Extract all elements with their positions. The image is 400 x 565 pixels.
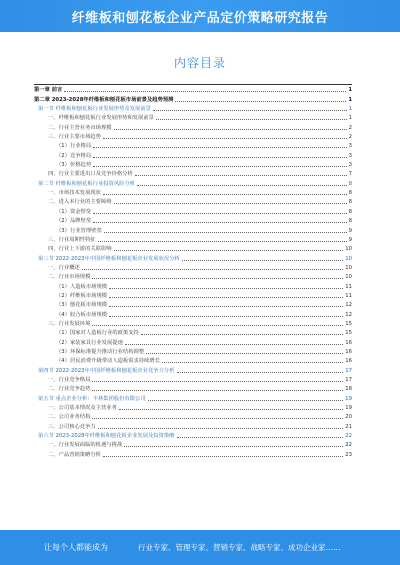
toc-dot-leader xyxy=(98,241,347,242)
toc-dot-leader xyxy=(103,138,347,139)
toc-entry-label: （2）家装家具行业发展提速 xyxy=(56,339,123,346)
toc-entry[interactable] xyxy=(34,439,352,448)
toc-entry[interactable] xyxy=(34,84,352,93)
toc-entry-label: 二、进入本行业的主要障碍 xyxy=(48,199,112,206)
toc-entry-page: 2 xyxy=(348,124,352,131)
toc-entry-label: 一、纤维板和刨花板行业发展形势和发展前景 xyxy=(48,115,154,122)
toc-entry[interactable] xyxy=(34,336,352,345)
toc-entry[interactable] xyxy=(34,187,352,196)
toc-entry-label: 二、产品营销策略分析 xyxy=(48,451,101,458)
toc-entry[interactable] xyxy=(34,224,352,233)
toc-entry-page: 8 xyxy=(348,199,352,206)
toc-entry-page: 11 xyxy=(345,292,352,299)
toc-entry-label: 一、公司基本情况及主营业务 xyxy=(48,405,117,412)
table-of-contents xyxy=(34,84,352,458)
toc-entry-page: 7 xyxy=(348,171,352,178)
toc-dot-leader xyxy=(92,390,343,391)
toc-entry-page: 15 xyxy=(345,330,352,337)
toc-dot-leader xyxy=(109,297,343,298)
footer-slogan-right: 行业专家、管理专家、营销专家、战略专家、成功企业家…… xyxy=(138,543,341,552)
toc-entry-page: 15 xyxy=(345,320,352,327)
toc-dot-leader xyxy=(93,157,346,158)
footer-banner xyxy=(0,530,400,565)
toc-entry-label: （1）国家对人造板行业的政策支持 xyxy=(56,330,139,337)
toc-dot-leader xyxy=(182,260,343,261)
toc-entry-page: 10 xyxy=(345,274,352,281)
toc-dot-leader xyxy=(153,110,347,111)
toc-dot-leader xyxy=(93,147,346,148)
toc-dot-leader xyxy=(93,222,346,223)
toc-dot-leader xyxy=(125,344,343,345)
toc-entry[interactable] xyxy=(34,215,352,224)
toc-dot-leader xyxy=(109,306,343,307)
toc-dot-leader xyxy=(98,428,344,429)
toc-dot-leader xyxy=(148,400,344,401)
toc-entry[interactable] xyxy=(34,140,352,149)
toc-entry-label: 三、行业周期性特征 xyxy=(48,236,96,243)
toc-entry-page: 2 xyxy=(348,134,352,141)
toc-entry[interactable] xyxy=(34,448,352,457)
toc-dot-leader xyxy=(137,185,347,186)
toc-entry-label: （3）刨花板市场规模 xyxy=(56,302,108,309)
toc-dot-leader xyxy=(114,129,347,130)
toc-entry-page: 16 xyxy=(345,339,352,346)
toc-entry[interactable] xyxy=(34,308,352,317)
toc-entry[interactable] xyxy=(34,149,352,158)
toc-dot-leader xyxy=(92,325,343,326)
toc-entry-page: 19 xyxy=(345,395,352,402)
toc-entry[interactable] xyxy=(34,112,352,121)
toc-dot-leader xyxy=(135,175,347,176)
toc-entry[interactable] xyxy=(34,121,352,130)
toc-entry-page: 9 xyxy=(348,227,352,234)
toc-entry-label: （2）纤维板市场规模 xyxy=(56,292,108,299)
toc-entry[interactable] xyxy=(34,327,352,336)
toc-dot-leader xyxy=(156,119,347,120)
toc-entry[interactable] xyxy=(34,93,352,102)
toc-entry-label: 第二节 纤维板和刨花板行业投资风险分析 xyxy=(38,180,136,187)
toc-entry[interactable] xyxy=(34,402,352,411)
toc-heading: 内容目录 xyxy=(173,56,226,70)
toc-entry[interactable] xyxy=(34,168,352,177)
toc-entry-page: 19 xyxy=(345,405,352,412)
toc-dot-leader xyxy=(124,446,343,447)
toc-entry[interactable] xyxy=(34,430,352,439)
toc-entry[interactable] xyxy=(34,411,352,420)
toc-entry-label: 第一节 纤维板和刨花板行业发展形势及发展前景 xyxy=(38,106,151,113)
toc-dot-leader xyxy=(93,166,346,167)
toc-entry-label: 一、行业发展面临的机遇与挑战 xyxy=(48,442,123,449)
toc-dot-leader xyxy=(162,362,343,363)
toc-entry-page: 11 xyxy=(345,283,352,290)
toc-entry-label: （4）居民消费升级带动人造板需求持续增长 xyxy=(56,358,161,365)
toc-dot-leader xyxy=(146,353,343,354)
toc-dot-leader xyxy=(175,101,346,102)
toc-entry[interactable] xyxy=(34,205,352,214)
toc-entry-page: 1 xyxy=(348,106,352,113)
toc-entry[interactable] xyxy=(34,420,352,429)
toc-entry-label: 第四节 2022-2023年中国纤维板和刨花板企业竞争力分析 xyxy=(38,367,175,374)
toc-entry-label: 二、行业市场规模 xyxy=(48,274,91,281)
toc-dot-leader xyxy=(92,278,343,279)
toc-dot-leader xyxy=(119,409,343,410)
toc-entry-page: 8 xyxy=(348,208,352,215)
toc-entry[interactable] xyxy=(34,299,352,308)
toc-entry[interactable] xyxy=(34,159,352,168)
toc-entry-page: 12 xyxy=(345,302,352,309)
toc-dot-leader xyxy=(103,194,347,195)
toc-dot-leader xyxy=(109,288,343,289)
toc-entry[interactable] xyxy=(34,271,352,280)
toc-entry-label: 一、行业竞争格局 xyxy=(48,377,91,383)
toc-entry[interactable] xyxy=(34,103,352,112)
toc-entry[interactable] xyxy=(34,383,352,392)
toc-dot-leader xyxy=(109,316,343,317)
toc-entry-page: 22 xyxy=(345,433,352,440)
toc-entry[interactable] xyxy=(34,374,352,383)
toc-entry-label: （1）人造板市场规模 xyxy=(56,283,108,290)
toc-entry-page: 1 xyxy=(348,87,352,94)
toc-entry-page: 23 xyxy=(345,451,352,458)
toc-dot-leader xyxy=(177,372,344,373)
toc-dot-leader xyxy=(92,381,343,382)
toc-entry-label: 第三节 2022-2023年中国纤维板和刨花板企业发展状况分析 xyxy=(38,255,180,262)
toc-entry-label: （2）品牌壁垒 xyxy=(56,218,92,225)
toc-entry-label: （3）环保标准提升推动行业结构调整 xyxy=(56,348,145,355)
toc-entry-label: 三、行业发展环境 xyxy=(48,320,91,327)
toc-entry-label: 二、公司业务结构 xyxy=(48,414,91,421)
toc-entry-label: （1）行业格局 xyxy=(56,143,92,150)
toc-entry[interactable] xyxy=(34,243,352,252)
toc-entry-page: 8 xyxy=(348,180,352,187)
toc-entry-label: （3）行业管理壁垒 xyxy=(56,227,102,234)
toc-entry[interactable] xyxy=(34,318,352,327)
toc-dot-leader xyxy=(114,250,344,251)
toc-entry[interactable] xyxy=(34,177,352,186)
toc-dot-leader xyxy=(141,334,343,335)
toc-entry-label: 一、行业概述 xyxy=(48,264,80,271)
toc-entry-page: 17 xyxy=(345,367,352,374)
toc-dot-leader xyxy=(64,91,346,92)
toc-dot-leader xyxy=(114,203,347,204)
toc-dot-leader xyxy=(177,437,344,438)
toc-entry-label: 第二章 2023-2028年纤维板和刨花板市场前景及趋势预测 xyxy=(34,96,174,103)
toc-entry-label: 第一章 前言 xyxy=(34,87,63,94)
toc-entry-label: 第五节 重点企业分析：丰林集团股份有限公司 xyxy=(38,395,146,402)
toc-entry[interactable] xyxy=(34,346,352,355)
toc-entry-label: 三、行业主要市场趋势 xyxy=(48,134,101,141)
toc-dot-leader xyxy=(104,232,347,233)
toc-entry-page: 8 xyxy=(348,190,352,197)
toc-dot-leader xyxy=(92,418,343,419)
toc-entry[interactable] xyxy=(34,280,352,289)
toc-entry-label: 三、公司核心竞争力 xyxy=(48,423,96,430)
toc-entry[interactable] xyxy=(34,234,352,243)
toc-entry-page: 3 xyxy=(348,143,352,150)
toc-entry-page: 12 xyxy=(345,311,352,318)
toc-entry-page: 17 xyxy=(345,377,352,383)
toc-entry-page: 22 xyxy=(345,442,352,449)
toc-entry-page: 9 xyxy=(348,236,352,243)
toc-entry-page: 3 xyxy=(348,162,352,169)
toc-entry-label: （4）胶合板市场规模 xyxy=(56,311,108,318)
toc-entry-page: 10 xyxy=(345,255,352,262)
toc-dot-leader xyxy=(93,213,346,214)
toc-entry[interactable] xyxy=(34,392,352,401)
toc-entry-page: 16 xyxy=(345,348,352,355)
toc-entry-label: 第六节 2023-2028年纤维板和刨花板企业发展及投资策略 xyxy=(38,433,175,440)
toc-entry-page: 10 xyxy=(345,264,352,271)
toc-entry[interactable] xyxy=(34,364,352,373)
toc-entry[interactable] xyxy=(34,196,352,205)
report-title: 纤维板和刨花板企业产品定价策略研究报告 xyxy=(71,10,329,26)
toc-entry-page: 16 xyxy=(345,358,352,365)
toc-entry-page: 21 xyxy=(345,423,352,430)
toc-entry-page: 1 xyxy=(348,96,352,103)
toc-entry[interactable] xyxy=(34,262,352,271)
toc-entry[interactable] xyxy=(34,290,352,299)
toc-entry-page: 8 xyxy=(348,218,352,225)
header-banner xyxy=(0,0,400,32)
toc-entry-label: 四、行业主要进出口及竞争价格分析 xyxy=(48,171,133,178)
toc-entry-page: 20 xyxy=(345,414,352,421)
toc-entry-page: 3 xyxy=(348,152,352,159)
toc-entry-label: （3）价格趋势 xyxy=(56,162,92,169)
toc-dot-leader xyxy=(103,456,343,457)
toc-entry-page: 10 xyxy=(345,246,352,253)
toc-dot-leader xyxy=(82,269,343,270)
toc-entry-label: （2）竞争格局 xyxy=(56,152,92,159)
toc-entry-label: 二、行业竞争趋势 xyxy=(48,386,91,393)
toc-entry[interactable] xyxy=(34,252,352,261)
toc-entry-label: （1）资金壁垒 xyxy=(56,208,92,215)
toc-entry-page: 18 xyxy=(345,386,352,393)
toc-entry-label: 二、行业主营业务市场规模 xyxy=(48,124,112,131)
toc-entry-label: 四、行业上下游的关联影响 xyxy=(48,246,112,253)
toc-entry-label: 一、市场技术发展现状 xyxy=(48,190,101,197)
footer-slogan-left: 让每个人都能成为 xyxy=(44,543,108,552)
toc-entry[interactable] xyxy=(34,355,352,364)
toc-entry[interactable] xyxy=(34,131,352,140)
toc-entry-page: 1 xyxy=(348,115,352,122)
